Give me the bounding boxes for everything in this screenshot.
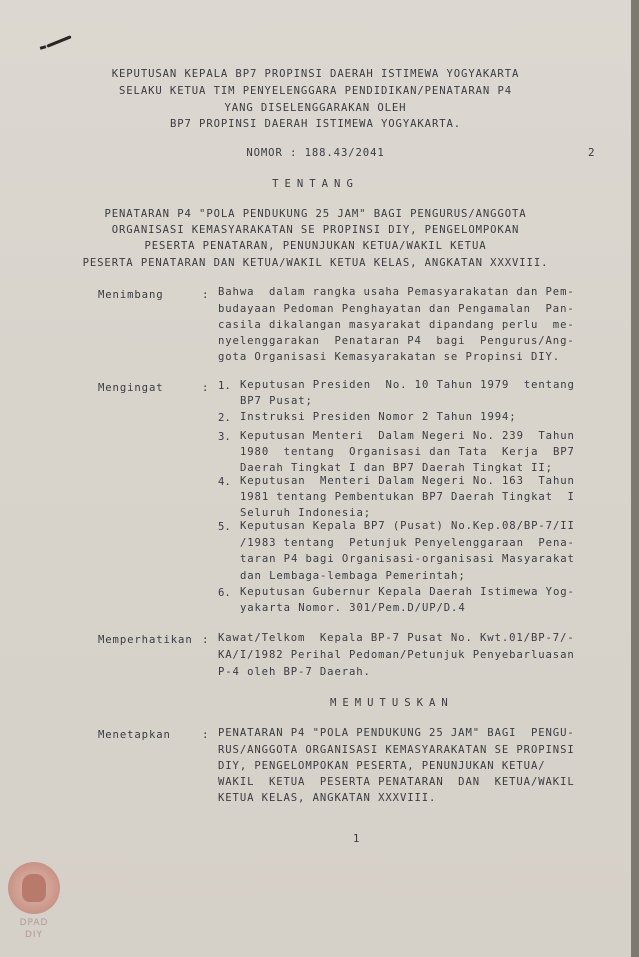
list-number: 5. [218, 521, 231, 533]
header-line-2: SELAKU KETUA TIM PENYELENGGARA PENDIDIKAN/PENATARAN P4 [118, 85, 512, 97]
header-line-3: YANG DISELENGGARAKAN OLEH [224, 102, 407, 114]
mengingat-item-line: Daerah Tingkat I dan BP7 Daerah Tingkat II; [240, 462, 553, 474]
menimbang-line: gota Organisasi Kemasyarakatan se Propinsi DIY. [218, 351, 561, 363]
list-number: 2. [218, 412, 231, 424]
menimbang-label: Menimbang [98, 289, 164, 301]
header-line-1: KEPUTUSAN KEPALA BP7 PROPINSI DAERAH ISTIMEWA YOGYAKARTA [111, 68, 520, 80]
menetapkan-label: Menetapkan [98, 729, 171, 741]
menimbang-line: casila dikalangan masyarakat dipandang perlu me- [218, 319, 575, 331]
memutuskan-heading: MEMUTUSKAN [330, 697, 454, 709]
watermark-text: DPAD [19, 918, 49, 928]
menetapkan-line: KETUA KELAS, ANGKATAN XXXVIII. [218, 792, 437, 804]
memperhatikan-line: KA/I/1982 Perihal Pedoman/Petunjuk Penyebarluasan [218, 649, 575, 661]
menimbang-line: Bahwa dalam rangka usaha Pemasyarakatan dan Pem- [218, 286, 575, 298]
page-number-bottom: 1 [353, 833, 361, 845]
memperhatikan-colon: : [202, 634, 209, 646]
archive-seal-watermark [8, 862, 60, 914]
list-number: 1. [218, 380, 231, 392]
decree-number: NOMOR : 188.43/2041 [246, 147, 385, 159]
mengingat-item-line: yakarta Nomor. 301/Pem.D/UP/D.4 [240, 602, 466, 614]
menetapkan-line: WAKIL KETUA PESERTA PENATARAN DAN KETUA/WAKIL [218, 776, 575, 788]
watermark-text: DIY [24, 930, 44, 940]
mengingat-item-line: Keputusan Presiden No. 10 Tahun 1979 tentang [240, 379, 575, 391]
mengingat-item-line: taran P4 bagi Organisasi-organisasi Masyarakat [240, 553, 575, 565]
menetapkan-line: PENATARAN P4 "POLA PENDUKUNG 25 JAM" BAGI PENGU- [218, 727, 575, 739]
list-number: 6. [218, 587, 231, 599]
mengingat-item-line: Seluruh Indonesia; [240, 507, 372, 519]
subject-line-2: ORGANISASI KEMASYARAKATAN SE PROPINSI DIY, PENGELOMPOKAN [111, 224, 520, 236]
mengingat-item-line: Keputusan Menteri Dalam Negeri No. 239 Tahun [240, 430, 575, 442]
subject-line-3: PESERTA PENATARAN, PENUNJUKAN KETUA/WAKIL KETUA [144, 240, 487, 252]
memperhatikan-line: P-4 oleh BP-7 Daerah. [218, 666, 371, 678]
mengingat-item-line: Instruksi Presiden Nomor 2 Tahun 1994; [240, 411, 517, 423]
tentang-heading: TENTANG [272, 178, 359, 190]
page-edge [631, 0, 639, 957]
page-number-top: 2 [588, 146, 595, 159]
mengingat-item-line: Keputusan Gubernur Kepala Daerah Istimewa Yog- [240, 586, 575, 598]
menetapkan-line: RUS/ANGGOTA ORGANISASI KEMASYARAKATAN SE PROPINSI [218, 744, 575, 756]
menetapkan-colon: : [202, 729, 209, 741]
pen-dot [40, 45, 47, 49]
mengingat-label: Mengingat [98, 382, 164, 394]
mengingat-item-line: 1980 tentang Organisasi dan Tata Kerja BP7 [240, 446, 575, 458]
menimbang-colon: : [202, 289, 209, 301]
mengingat-item-line: Keputusan Kepala BP7 (Pusat) No.Kep.08/BP-7/II [240, 520, 575, 532]
header-line-4: BP7 PROPINSI DAERAH ISTIMEWA YOGYAKARTA. [169, 118, 462, 130]
pen-mark [46, 35, 71, 48]
mengingat-item-line: /1983 tentang Petunjuk Penyelenggaraan Pena- [240, 537, 575, 549]
menimbang-line: budayaan Pedoman Penghayatan dan Pengamalan Pan- [218, 303, 575, 315]
subject-line-1: PENATARAN P4 "POLA PENDUKUNG 25 JAM" BAGI PENGURUS/ANGGOTA [104, 208, 527, 220]
menetapkan-line: DIY, PENGELOMPOKAN PESERTA, PENUNJUKAN KETUA/ [218, 760, 546, 772]
mengingat-item-line: 1981 tentang Pembentukan BP7 Daerah Tingkat I [240, 491, 575, 503]
mengingat-item-line: Keputusan Menteri Dalam Negeri No. 163 Tahun [240, 475, 575, 487]
mengingat-item-line: dan Lembaga-lembaga Pemerintah; [240, 570, 466, 582]
list-number: 3. [218, 431, 231, 443]
memperhatikan-line: Kawat/Telkom Kepala BP-7 Pusat No. Kwt.01/BP-7/- [218, 632, 575, 644]
list-number: 4. [218, 476, 231, 488]
mengingat-item-line: BP7 Pusat; [240, 395, 313, 407]
memperhatikan-label: Memperhatikan [98, 634, 193, 646]
mengingat-colon: : [202, 382, 209, 394]
menimbang-line: nyelenggarakan Penataran P4 bagi Pengurus/Ang- [218, 335, 575, 347]
subject-line-4: PESERTA PENATARAN DAN KETUA/WAKIL KETUA KELAS, ANGKATAN XXXVIII. [82, 257, 549, 269]
